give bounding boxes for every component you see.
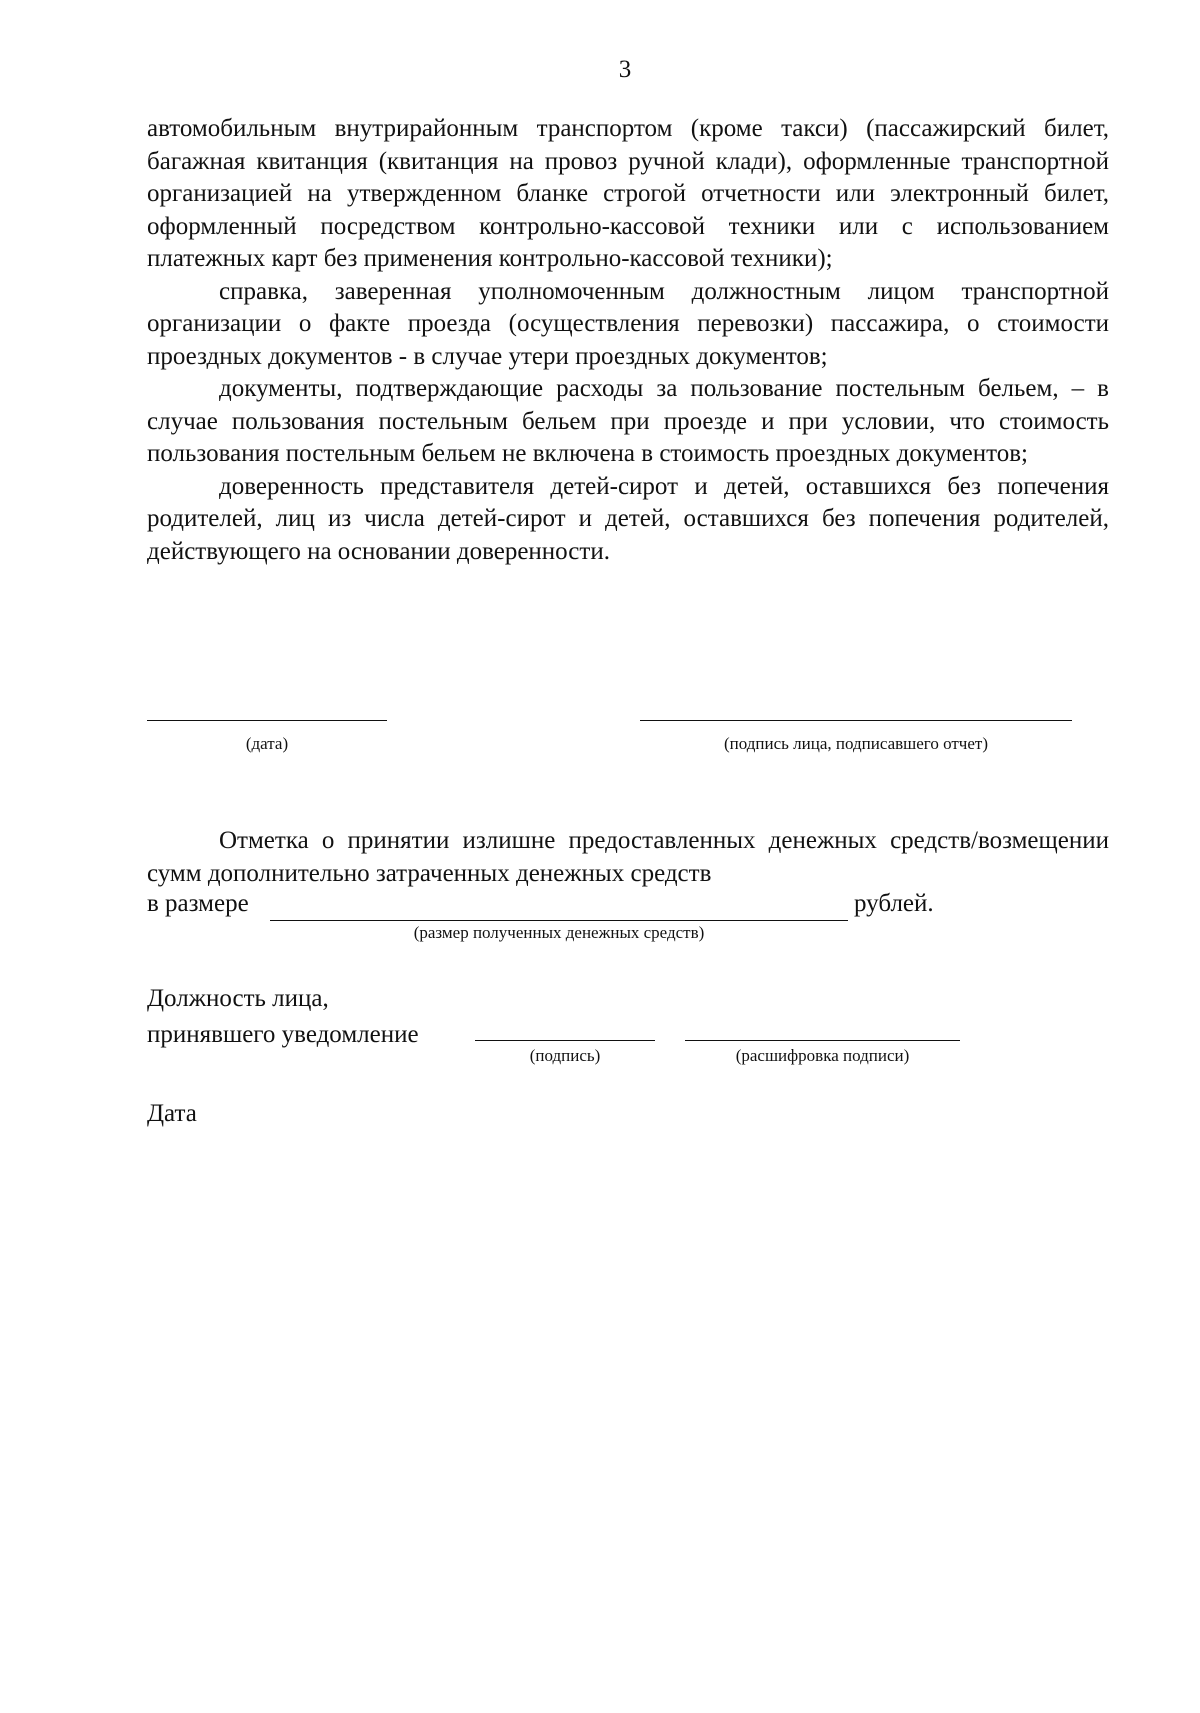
reporter-signature-caption: (подпись лица, подписавшего отчет) [724,734,988,753]
paragraph-power-of-attorney: доверенность представителя детей-сирот и детей, оставшихся без попечения родителей, лиц из числа детей-сирот и детей, оставшихся без попечения родителей, действующего на основании доверенности. [147,472,1109,565]
date-caption: (дата) [245,734,289,753]
recipient-signature-caption: (подпись) [529,1046,601,1065]
body-text [147,113,1109,568]
amount-prefix: в размере [147,890,249,917]
recipient-position-line1: Должность лица, [147,985,329,1012]
paragraph-transport-tickets: автомобильным внутрирайонным транспортом (кроме такси) (пассажирский билет, багажная квитанция (квитанция на провоз ручной клади), оформленные транспортной организацией на утвержденном бланке строгой отчетности или электронный билет, оформленный посредством контрольно-кассовой техники или с использованием платежных карт без применения контрольно-кассовой техники); [147,115,1109,272]
paragraph-certificate: справка, заверенная уполномоченным должностным лицом транспортной организации о факте проезда (осуществления перевозки) пассажира, о стоимости проездных документов - в случае утери проездных документов; [147,277,1109,370]
reporter-signature-line [640,720,1072,721]
amount-blank-line [270,920,848,921]
recipient-decryption-caption: (расшифровка подписи) [735,1046,910,1065]
amount-caption: (размер полученных денежных средств) [413,923,705,942]
recipient-decryption-line [685,1040,960,1041]
recipient-signature-line [475,1040,655,1041]
recipient-position [147,981,419,1053]
acceptance-mark-paragraph: Отметка о принятии излишне предоставленных денежных средств/возмещении сумм дополнительно затраченных денежных средств [147,827,1109,887]
amount-suffix: рублей. [854,890,934,917]
date-line [147,720,387,721]
acceptance-mark-text [147,824,1109,890]
date-label: Дата [147,1100,197,1127]
recipient-position-line2: принявшего уведомление [147,1021,419,1048]
paragraph-bedding-expenses: документы, подтверждающие расходы за пользование постельным бельем, – в случае пользования постельным бельем при проезде и при условии, что стоимость пользования постельным бельем не включена в стоимость проездных документов; [147,375,1109,467]
page-number: 3 [618,56,632,83]
